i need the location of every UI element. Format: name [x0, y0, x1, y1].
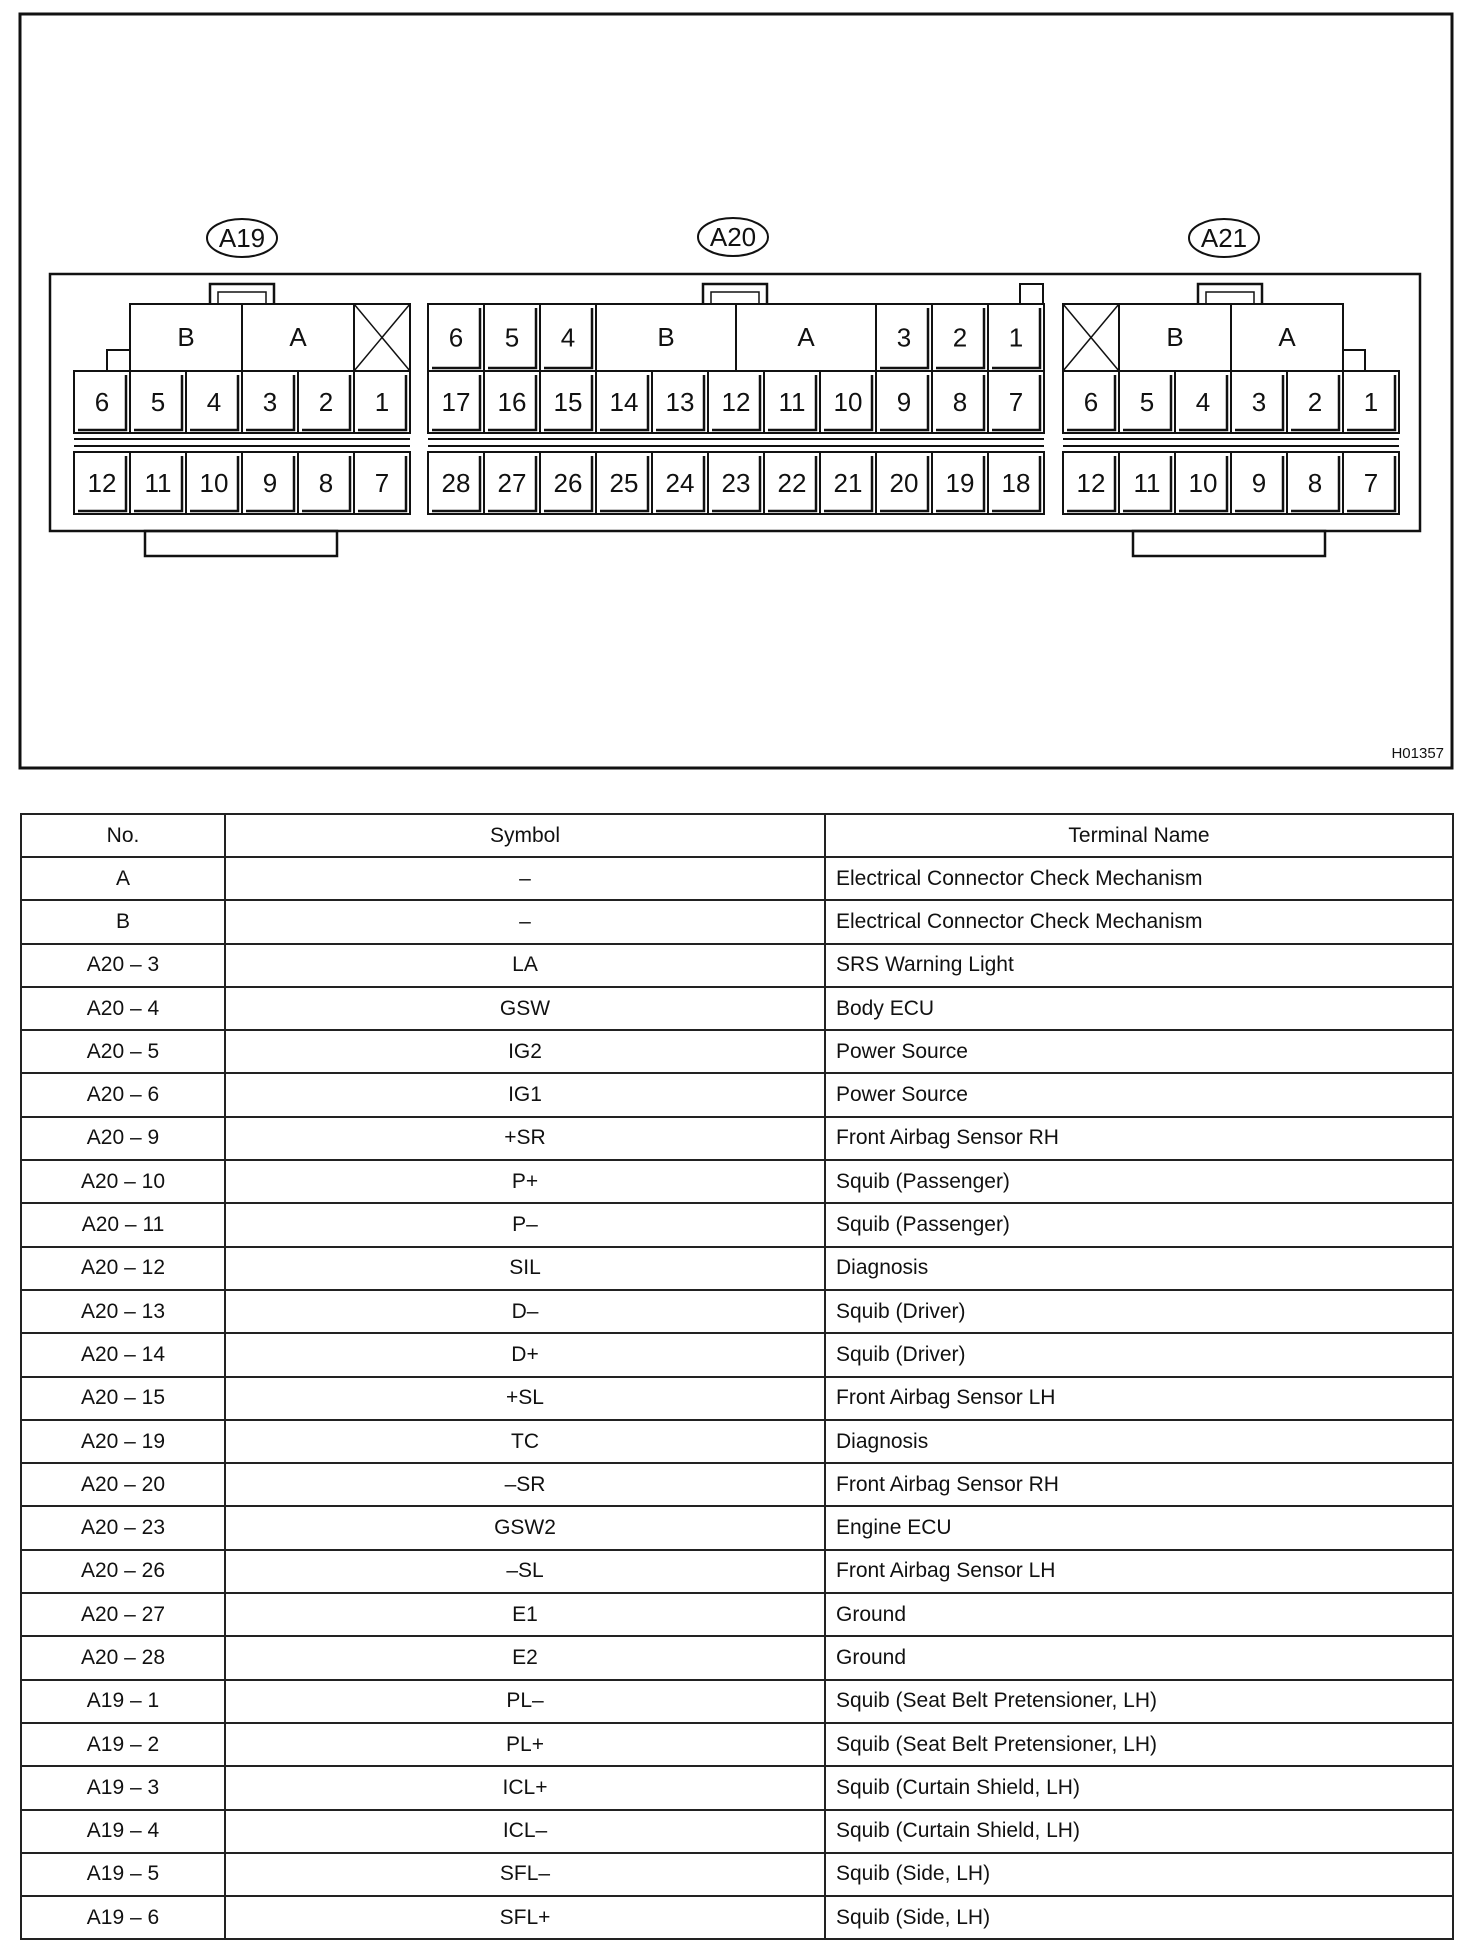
table-row — [21, 1853, 1453, 1896]
a20-middle-pin-number: 8 — [952, 387, 968, 417]
table-row — [21, 944, 1453, 987]
cell-no: A20 – 28 — [21, 1636, 225, 1679]
cell-no: A19 – 2 — [21, 1723, 225, 1766]
cell-terminal-name: Ground — [825, 1636, 1453, 1679]
a19-top-pin-number: 3 — [262, 387, 278, 417]
cell-no: A19 – 1 — [21, 1680, 225, 1723]
a20-bottom-pin-number: 24 — [665, 468, 695, 498]
cell-terminal-name: Diagnosis — [825, 1247, 1453, 1290]
a20-bottom-pin-number: 22 — [777, 468, 807, 498]
housing-tab-right — [1133, 531, 1325, 556]
cell-terminal-name: Engine ECU — [825, 1506, 1453, 1549]
cell-terminal-name: Electrical Connector Check Mechanism — [825, 900, 1453, 943]
cell-no: A — [21, 857, 225, 900]
table-row — [21, 1333, 1453, 1376]
cell-terminal-name: Squib (Passenger) — [825, 1160, 1453, 1203]
cell-terminal-name: SRS Warning Light — [825, 944, 1453, 987]
a20-topright-pin-number: 3 — [896, 322, 912, 353]
table-row — [21, 1896, 1453, 1939]
table-row — [21, 1073, 1453, 1116]
cell-symbol: LA — [225, 944, 825, 987]
a20-bottom-pin-number: 20 — [889, 468, 919, 498]
cell-terminal-name: Squib (Driver) — [825, 1333, 1453, 1376]
cell-symbol: – — [225, 900, 825, 943]
a20-lock-a: A — [797, 322, 815, 352]
cell-terminal-name: Squib (Curtain Shield, LH) — [825, 1766, 1453, 1809]
table-row — [21, 1810, 1453, 1853]
table-row — [21, 1247, 1453, 1290]
cell-no: A20 – 11 — [21, 1203, 225, 1246]
cell-no: A20 – 27 — [21, 1593, 225, 1636]
cell-terminal-name: Diagnosis — [825, 1420, 1453, 1463]
cell-terminal-name: Electrical Connector Check Mechanism — [825, 857, 1453, 900]
a21-top-pin-number: 1 — [1363, 387, 1379, 417]
cell-symbol: ICL– — [225, 1810, 825, 1853]
table-row — [21, 1766, 1453, 1809]
a20-middle-pin-number: 14 — [609, 387, 639, 417]
a20-middle-pin-number: 16 — [497, 387, 527, 417]
table-row — [21, 1680, 1453, 1723]
cell-no: A19 – 4 — [21, 1810, 225, 1853]
a19-bottom-pin-number: 11 — [144, 468, 172, 498]
cell-terminal-name: Front Airbag Sensor RH — [825, 1117, 1453, 1160]
a19-lock-a: A — [289, 322, 307, 352]
housing-tab-left — [145, 531, 337, 556]
cell-symbol: E2 — [225, 1636, 825, 1679]
a20-lock-b: B — [657, 322, 675, 352]
cell-terminal-name: Squib (Side, LH) — [825, 1853, 1453, 1896]
cell-symbol: SIL — [225, 1247, 825, 1290]
cell-terminal-name: Front Airbag Sensor LH — [825, 1550, 1453, 1593]
cell-terminal-name: Squib (Curtain Shield, LH) — [825, 1810, 1453, 1853]
cell-symbol: –SL — [225, 1550, 825, 1593]
cell-no: A20 – 19 — [21, 1420, 225, 1463]
a19-top-pin-number: 1 — [374, 387, 390, 417]
cell-symbol: +SL — [225, 1377, 825, 1420]
cell-terminal-name: Body ECU — [825, 987, 1453, 1030]
cell-symbol: GSW2 — [225, 1506, 825, 1549]
a20-topleft-pin-number: 5 — [504, 322, 520, 353]
table-row — [21, 1636, 1453, 1679]
a19-top-pin-number: 5 — [150, 387, 166, 417]
cell-terminal-name: Power Source — [825, 1030, 1453, 1073]
a21-top-pin-number: 5 — [1139, 387, 1155, 417]
cell-no: A20 – 10 — [21, 1160, 225, 1203]
table-row — [21, 857, 1453, 900]
header-terminal-name: Terminal Name — [825, 814, 1453, 857]
a20-bottom-pin-number: 23 — [721, 468, 751, 498]
table-row — [21, 1203, 1453, 1246]
cell-no: A20 – 26 — [21, 1550, 225, 1593]
table-row — [21, 1506, 1453, 1549]
table-row — [21, 900, 1453, 943]
table-body — [21, 857, 1453, 1939]
table-row — [21, 1463, 1453, 1506]
cell-terminal-name: Squib (Seat Belt Pretensioner, LH) — [825, 1723, 1453, 1766]
cell-symbol: D+ — [225, 1333, 825, 1376]
a20-middle-pin-number: 15 — [553, 387, 583, 417]
cell-symbol: E1 — [225, 1593, 825, 1636]
a20-middle-pin-number: 7 — [1008, 387, 1024, 417]
table-row — [21, 1117, 1453, 1160]
a20-topright-pin-number: 1 — [1008, 322, 1024, 353]
cell-no: A19 – 6 — [21, 1896, 225, 1939]
a21-top-pin-number: 4 — [1195, 387, 1211, 417]
a20-bottom-pin-number: 26 — [553, 468, 583, 498]
cell-no: A20 – 13 — [21, 1290, 225, 1333]
header-symbol: Symbol — [225, 814, 825, 857]
a20-middle-pin-number: 17 — [441, 387, 471, 417]
cell-terminal-name: Front Airbag Sensor RH — [825, 1463, 1453, 1506]
a20-bottom-pin-number: 21 — [833, 468, 863, 498]
table-row — [21, 1550, 1453, 1593]
cell-symbol: GSW — [225, 987, 825, 1030]
cell-symbol: SFL– — [225, 1853, 825, 1896]
a21-top-pin-number: 3 — [1251, 387, 1267, 417]
a21-bottom-pin-number: 11 — [1133, 468, 1161, 498]
a20-middle-pin-number: 12 — [721, 387, 751, 417]
a19-bottom-pin-number: 12 — [87, 468, 117, 498]
table-row — [21, 1593, 1453, 1636]
cell-terminal-name: Squib (Side, LH) — [825, 1896, 1453, 1939]
cell-no: A20 – 20 — [21, 1463, 225, 1506]
figure-id: H01357 — [1391, 745, 1444, 762]
connector-a19 — [74, 284, 410, 514]
a20-topleft-pin-number: 6 — [448, 322, 464, 353]
table-row — [21, 1030, 1453, 1073]
connector-label-a19-text: A19 — [218, 223, 266, 253]
cell-no: A20 – 14 — [21, 1333, 225, 1376]
a20-topleft-pin-number: 4 — [560, 322, 576, 353]
table-row — [21, 1160, 1453, 1203]
cell-symbol: IG1 — [225, 1073, 825, 1116]
a19-bottom-pin-number: 7 — [374, 468, 390, 498]
a19-bottom-pin-number: 10 — [199, 468, 229, 498]
cell-symbol: D– — [225, 1290, 825, 1333]
a21-bottom-pin-number: 7 — [1363, 468, 1379, 498]
connector-label-a21 — [1189, 219, 1259, 257]
connector-a21 — [1063, 284, 1399, 514]
cell-no: A19 – 5 — [21, 1853, 225, 1896]
table-row — [21, 1420, 1453, 1463]
cell-symbol: –SR — [225, 1463, 825, 1506]
table-row — [21, 1723, 1453, 1766]
cell-symbol: P– — [225, 1203, 825, 1246]
connector-label-a20-text: A20 — [709, 222, 757, 252]
cell-no: A20 – 23 — [21, 1506, 225, 1549]
a20-topright-pin-number: 2 — [952, 322, 968, 353]
terminal-table-wrapper — [20, 813, 1452, 1940]
cell-no: A20 – 6 — [21, 1073, 225, 1116]
a21-bottom-pin-number: 10 — [1188, 468, 1218, 498]
cell-symbol: SFL+ — [225, 1896, 825, 1939]
cell-terminal-name: Ground — [825, 1593, 1453, 1636]
a21-top-pin-number: 2 — [1307, 387, 1323, 417]
connector-diagram — [0, 0, 1472, 780]
a21-bottom-pin-number: 8 — [1307, 468, 1323, 498]
header-no: No. — [21, 814, 225, 857]
a21-top-pin-number: 6 — [1083, 387, 1099, 417]
a20-middle-pin-number: 13 — [665, 387, 695, 417]
table-header-row — [21, 814, 1453, 857]
a21-bottom-pin-number: 9 — [1251, 468, 1267, 498]
a20-bottom-pin-number: 28 — [441, 468, 471, 498]
a21-bottom-pin-number: 12 — [1076, 468, 1106, 498]
a20-middle-pin-number: 9 — [896, 387, 912, 417]
cell-no: A20 – 12 — [21, 1247, 225, 1290]
cell-no: A20 – 4 — [21, 987, 225, 1030]
cell-terminal-name: Squib (Seat Belt Pretensioner, LH) — [825, 1680, 1453, 1723]
cell-no: A20 – 3 — [21, 944, 225, 987]
cell-terminal-name: Power Source — [825, 1073, 1453, 1116]
cell-no: B — [21, 900, 225, 943]
cell-no: A20 – 5 — [21, 1030, 225, 1073]
connector-label-a20 — [698, 218, 768, 256]
cell-terminal-name: Front Airbag Sensor LH — [825, 1377, 1453, 1420]
cell-terminal-name: Squib (Passenger) — [825, 1203, 1453, 1246]
terminal-table — [20, 813, 1454, 1940]
a20-bottom-pin-number: 18 — [1001, 468, 1031, 498]
table-row — [21, 1290, 1453, 1333]
a19-bottom-pin-number: 8 — [318, 468, 334, 498]
cell-no: A20 – 9 — [21, 1117, 225, 1160]
a21-lock-a: A — [1278, 322, 1296, 352]
cell-symbol: PL+ — [225, 1723, 825, 1766]
connector-a20 — [428, 284, 1044, 514]
table-row — [21, 1377, 1453, 1420]
a19-top-pin-number: 4 — [206, 387, 222, 417]
a20-bottom-pin-number: 27 — [497, 468, 527, 498]
cell-terminal-name: Squib (Driver) — [825, 1290, 1453, 1333]
cell-no: A20 – 15 — [21, 1377, 225, 1420]
cell-symbol: PL– — [225, 1680, 825, 1723]
a19-top-pin-number: 2 — [318, 387, 334, 417]
a19-top-pin-number: 6 — [94, 387, 110, 417]
a19-lock-b: B — [177, 322, 195, 352]
cell-symbol: ICL+ — [225, 1766, 825, 1809]
cell-symbol: IG2 — [225, 1030, 825, 1073]
connector-label-a19 — [207, 219, 277, 257]
cell-symbol: TC — [225, 1420, 825, 1463]
cell-no: A19 – 3 — [21, 1766, 225, 1809]
table-row — [21, 987, 1453, 1030]
cell-symbol: +SR — [225, 1117, 825, 1160]
a20-bottom-pin-number: 25 — [609, 468, 639, 498]
connector-label-a21-text: A21 — [1200, 223, 1248, 253]
a21-lock-b: B — [1166, 322, 1184, 352]
a19-bottom-pin-number: 9 — [262, 468, 278, 498]
a20-bottom-pin-number: 19 — [945, 468, 975, 498]
a20-middle-pin-number: 11 — [778, 387, 806, 417]
cell-symbol: P+ — [225, 1160, 825, 1203]
a20-middle-pin-number: 10 — [833, 387, 863, 417]
cell-symbol: – — [225, 857, 825, 900]
